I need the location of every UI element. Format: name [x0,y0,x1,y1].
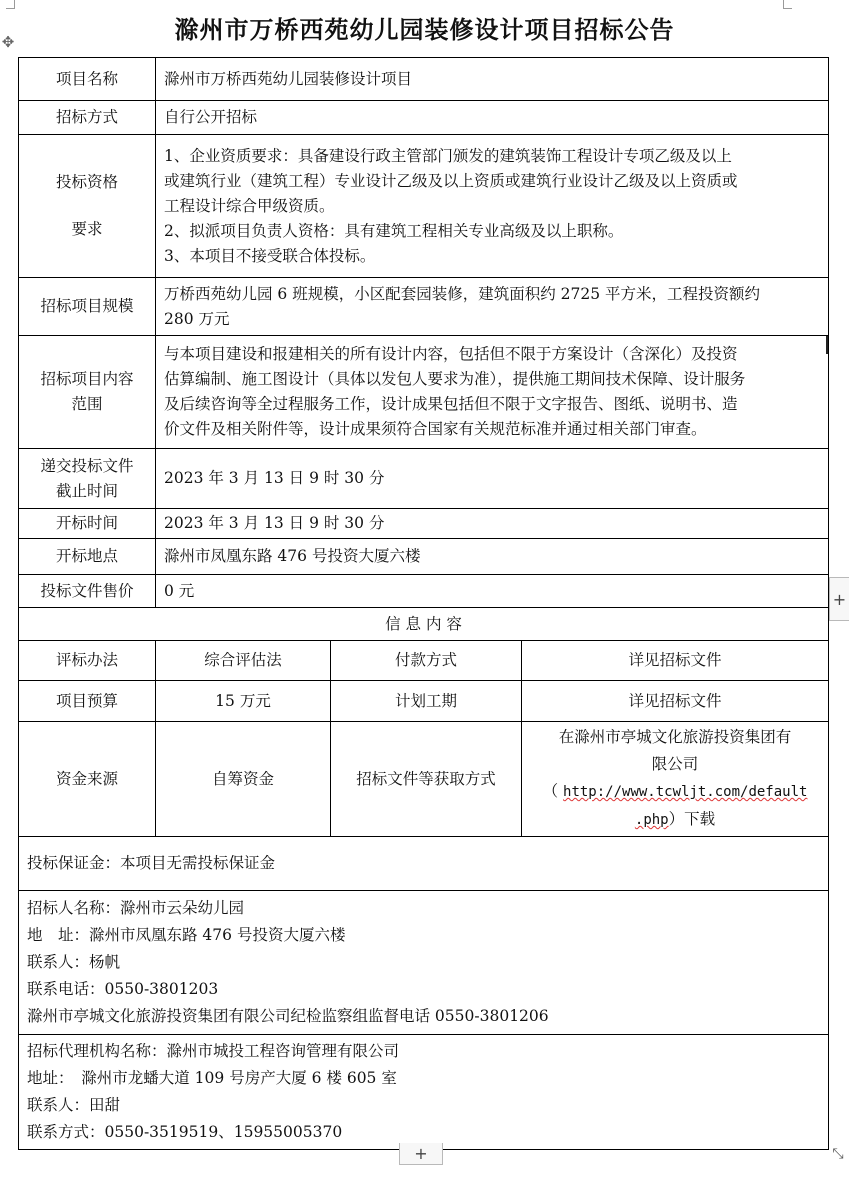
obtain-prefix: （ [542,782,564,800]
row-fund [19,722,829,837]
tenderer-contact: 联系人：杨帆 [27,953,121,971]
scope-label-line1: 招标项目内容 [40,370,134,388]
tender-notice-table [18,57,829,1150]
info-header: 信 息 内 容 [19,608,829,641]
add-row-button[interactable] [399,1143,443,1165]
row-deposit [19,837,829,891]
row-scale [19,278,829,336]
deadline-label-line1: 递交投标文件 [40,456,134,475]
plus-icon: + [832,589,847,609]
obtain-suffix: ）下载 [668,810,716,828]
supervision-phone: 滁州市亭城文化旅游投资集团有限公司纪检监察组监督电话 0550-3801206 [27,1007,549,1025]
scale-value [156,278,829,336]
bid-method-label: 招标方式 [19,101,156,135]
agency-info [19,1035,829,1150]
row-agency [19,1035,829,1150]
project-name-label: 项目名称 [19,58,156,101]
tenderer-name: 招标人名称：滁州市云朵幼儿园 [27,899,245,917]
project-name-value: 滁州市万桥西苑幼儿园装修设计项目 [156,58,829,101]
scope-line: 价文件及相关附件等，设计成果须符合国家有关规范标准并通过相关部门审查。 [164,420,707,438]
deadline-value: 2023 年 3 月 13 日 9 时 30 分 [156,449,829,509]
payment-label: 付款方式 [331,641,522,681]
qualification-line: 1、企业资质要求：具备建设行政主管部门颁发的建筑装饰工程设计专项乙级及以上 [164,146,732,165]
fund-value: 自筹资金 [156,722,331,837]
obtain-label: 招标文件等获取方式 [331,722,522,837]
obtain-url-line [530,778,820,806]
scale-line: 280 万元 [164,309,230,328]
row-deadline [19,449,829,509]
deposit-text: 投标保证金：本项目无需投标保证金 [19,837,829,891]
table-move-icon[interactable]: ✥ [1,33,15,51]
tenderer-phone: 联系电话：0550-3801203 [27,980,219,998]
page-corner-mark-left [6,0,15,9]
deadline-label [19,449,156,509]
scope-value [156,336,829,449]
qualification-line: 2、拟派项目负责人资格：具有建筑工程相关专业高级及以上职称。 [164,221,624,240]
page-title: 滁州市万桥西苑幼儿园装修设计项目招标公告 [174,15,675,44]
opening-place-value: 滁州市凤凰东路 476 号投资大厦六楼 [156,539,829,575]
scope-line: 估算编制、施工图设计（具体以发包人要求为准），提供施工期间技术保障、设计服务 [164,370,746,388]
agency-contact: 联系人：田甜 [27,1096,121,1114]
row-budget [19,681,829,722]
add-column-button[interactable] [829,577,849,621]
scope-label-line2: 范围 [71,395,103,413]
table-resize-icon[interactable]: ⤡ [832,1146,844,1162]
scale-line: 万桥西苑幼儿园 6 班规模，小区配套园装修，建筑面积约 2725 平方米，工程投资额约 [164,284,761,303]
row-qualification [19,135,829,278]
tenderer-info [19,891,829,1035]
row-tenderer [19,891,829,1035]
row-opening-time [19,509,829,539]
row-doc-price [19,575,829,608]
opening-time-value: 2023 年 3 月 13 日 9 时 30 分 [156,509,829,539]
eval-label: 评标办法 [19,641,156,681]
obtain-line: 在滁州市亭城文化旅游投资集团有 [558,728,792,746]
obtain-line: 限公司 [651,755,699,773]
payment-value: 详见招标文件 [522,641,829,681]
row-project-name [19,58,829,101]
agency-address: 地址： 滁州市龙蟠大道 109 号房产大厦 6 楼 605 室 [27,1069,397,1087]
qualification-label-line1: 投标资格 [55,173,118,191]
plus-icon: + [414,1144,428,1163]
label-spacer [27,195,147,217]
agency-name: 招标代理机构名称：滁州市城投工程咨询管理有限公司 [27,1042,400,1060]
scope-line: 与本项目建设和报建相关的所有设计内容，包括但不限于方案设计（含深化）及投资 [164,345,738,363]
eval-value: 综合评估法 [156,641,331,681]
row-scope [19,336,829,449]
row-bid-method [19,101,829,135]
qualification-label [19,135,156,278]
fund-label: 资金来源 [19,722,156,837]
scale-label: 招标项目规模 [19,278,156,336]
row-info-header [19,608,829,641]
budget-value: 15 万元 [156,681,331,722]
opening-time-label: 开标时间 [19,509,156,539]
row-eval [19,641,829,681]
qualification-line: 工程设计综合甲级资质。 [164,196,335,215]
page-corner-mark-right [783,0,792,9]
obtain-url-line [530,806,820,834]
obtain-value [522,722,829,837]
agency-phone: 联系方式：0550-3519519、15955005370 [27,1123,343,1141]
row-opening-place [19,539,829,575]
schedule-label: 计划工期 [331,681,522,722]
doc-price-value: 0 元 [156,575,829,608]
qualification-value [156,135,829,278]
scope-line: 及后续咨询等全过程服务工作，设计成果包括但不限于文字报告、图纸、说明书、造 [164,395,738,413]
bid-method-value: 自行公开招标 [156,101,829,135]
deadline-label-line2: 截止时间 [55,481,118,500]
doc-price-label: 投标文件售价 [19,575,156,608]
budget-label: 项目预算 [19,681,156,722]
scope-label [19,336,156,449]
tenderer-address: 地 址：滁州市凤凰东路 476 号投资大厦六楼 [27,926,346,944]
obtain-url-link-tail[interactable]: .php [634,812,669,828]
obtain-url-link[interactable]: http://www.tcwljt.com/default [563,784,808,800]
schedule-value: 详见招标文件 [522,681,829,722]
qualification-label-line2: 要求 [71,220,103,238]
qualification-line: 或建筑行业（建筑工程）专业设计乙级及以上资质或建筑行业设计乙级及以上资质或 [164,171,738,190]
qualification-line: 3、本项目不接受联合体投标。 [164,246,376,265]
opening-place-label: 开标地点 [19,539,156,575]
text-cursor [826,336,828,354]
